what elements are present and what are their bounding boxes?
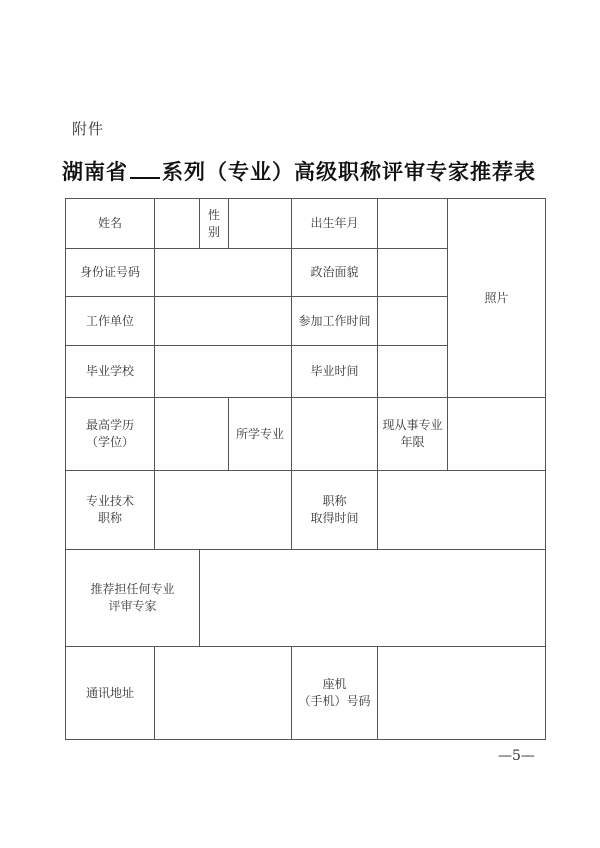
highest-education-value[interactable] [155, 398, 229, 471]
phone-value[interactable] [378, 647, 546, 740]
work-unit-label: 工作单位 [66, 297, 155, 346]
graduated-school-value[interactable] [155, 346, 292, 398]
gender-value[interactable] [229, 199, 292, 249]
photo-box[interactable] [448, 199, 546, 398]
title-suffix: 系列（专业）高级职称评审专家推荐表 [162, 159, 536, 184]
title-blank-line [130, 175, 160, 179]
mailing-address-value[interactable] [155, 647, 292, 740]
name-value[interactable] [155, 199, 200, 249]
recommended-expert-label: 推荐担任何专业 评审专家 [66, 550, 200, 647]
birth-date-value[interactable] [378, 199, 448, 249]
phone-label: 座机 （手机）号码 [292, 647, 378, 740]
work-start-date-value[interactable] [378, 297, 448, 346]
form-row-name [66, 199, 546, 249]
graduation-date-label: 毕业时间 [292, 346, 378, 398]
years-in-field-value[interactable] [448, 398, 546, 471]
graduation-date-value[interactable] [378, 346, 448, 398]
title-obtained-date-label: 职称 取得时间 [292, 471, 378, 550]
photo-label: 照片 [484, 290, 509, 305]
major-studied-value[interactable] [292, 398, 378, 471]
highest-education-label: 最高学历 （学位） [66, 398, 155, 471]
work-start-date-label: 参加工作时间 [292, 297, 378, 346]
graduated-school-label: 毕业学校 [66, 346, 155, 398]
mailing-address-label: 通讯地址 [66, 647, 155, 740]
political-status-label: 政治面貌 [292, 249, 378, 297]
form-row-title [66, 471, 546, 550]
id-number-value[interactable] [155, 249, 292, 297]
form-title [62, 156, 552, 186]
title-prefix: 湖南省 [62, 159, 128, 184]
page-number: —5— [498, 748, 535, 764]
recommended-expert-value[interactable] [200, 550, 546, 647]
years-in-field-label: 现从事专业 年限 [378, 398, 448, 471]
professional-title-value[interactable] [155, 471, 292, 550]
form-row-contact [66, 647, 546, 740]
id-number-label: 身份证号码 [66, 249, 155, 297]
name-label: 姓名 [66, 199, 155, 249]
political-status-value[interactable] [378, 249, 448, 297]
major-studied-label: 所学专业 [229, 398, 292, 471]
recommendation-form-table [65, 198, 546, 740]
form-row-expert [66, 550, 546, 647]
gender-label: 性 别 [200, 199, 229, 249]
professional-title-label: 专业技术 职称 [66, 471, 155, 550]
attachment-label: 附件 [72, 120, 105, 138]
form-row-education [66, 398, 546, 471]
birth-date-label: 出生年月 [292, 199, 378, 249]
title-obtained-date-value[interactable] [378, 471, 546, 550]
work-unit-value[interactable] [155, 297, 292, 346]
